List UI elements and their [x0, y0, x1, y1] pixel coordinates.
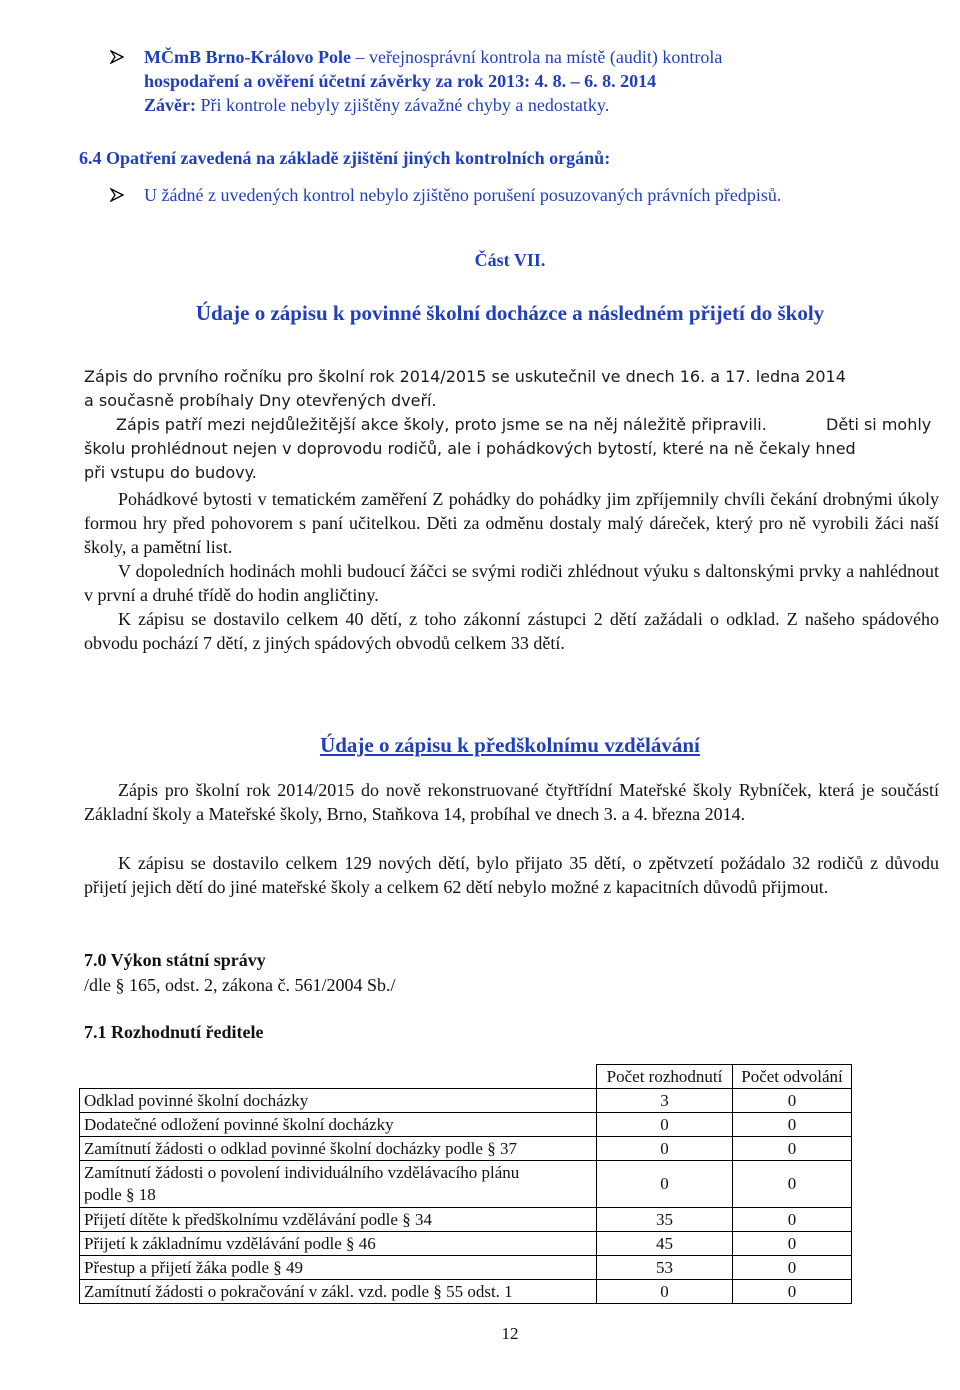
school-enrollment-paragraph-4: K zápisu se dostavilo celkem 40 dětí, z toho zákonní zástupci 2 dětí zažádali o odklad. Z našeho spádového obvodu pochází 7 dětí, z jiných spádových obvodů celkem 33 dětí.	[84, 609, 939, 653]
arrow-bullet-icon	[110, 188, 124, 202]
row-decisions: 45	[597, 1232, 733, 1256]
table-row	[80, 1161, 852, 1208]
school-text-line	[90, 413, 944, 437]
section-7-1-title: 7.1 Rozhodnutí ředitele	[84, 1022, 264, 1042]
row-appeals: 0	[733, 1256, 852, 1280]
row-appeals: 0	[733, 1137, 852, 1161]
school-text-sentence-b: Děti si mohly	[826, 413, 946, 437]
row-label: Přestup a přijetí žáka podle § 49	[80, 1256, 597, 1280]
page-number: 12	[501, 1324, 519, 1343]
preschool-paragraph-2: K zápisu se dostavilo celkem 129 nových dětí, bylo přijato 35 dětí, o zpětvzetí požádalo 32 rodičů z důvodu přijetí jejich dětí do jiné mateřské školy a celkem 62 dětí nebylo možné z kapacitních důvodů přijmout.	[84, 853, 939, 897]
table-header-row	[80, 1065, 852, 1089]
table-row	[80, 1113, 852, 1137]
row-decisions: 0	[597, 1137, 733, 1161]
section-7-0-reference: /dle § 165, odst. 2, zákona č. 561/2004 Sb./	[84, 975, 396, 995]
audit-conclusion: Při kontrole nebyly zjištěny závažné chyby a nedostatky.	[200, 95, 610, 115]
audit-dates: hospodaření a ověření účetní závěrky za rok 2013: 4. 8. – 6. 8. 2014	[144, 71, 657, 91]
row-appeals: 0	[733, 1208, 852, 1232]
school-text-line: při vstupu do budovy.	[84, 463, 257, 482]
row-label: Zamítnutí žádosti o odklad povinné školní docházky podle § 37	[80, 1137, 597, 1161]
row-label: Dodatečné odložení povinné školní docházky	[80, 1113, 597, 1137]
part-title: Část VII.	[474, 250, 546, 270]
row-decisions: 35	[597, 1208, 733, 1232]
heading-preschool-enrollment: Údaje o zápisu k předškolnímu vzdělávání	[320, 733, 700, 757]
table-header-appeals: Počet odvolání	[733, 1065, 852, 1089]
arrow-bullet-icon	[110, 50, 124, 64]
audit-conclusion-label: Závěr:	[144, 95, 196, 115]
row-decisions: 0	[597, 1113, 733, 1137]
row-label-line: Zamítnutí žádosti o povolení individuálního vzdělávacího plánu	[84, 1163, 520, 1182]
table-row	[80, 1256, 852, 1280]
row-appeals: 0	[733, 1232, 852, 1256]
decisions-table	[79, 1064, 852, 1304]
audit-line-1	[144, 45, 939, 69]
school-text-sentence: Zápis patří mezi nejdůležitější akce školy, proto jsme se na něj náležitě připravili.	[116, 415, 767, 434]
row-appeals: 0	[733, 1280, 852, 1304]
school-enrollment-text	[84, 365, 944, 485]
row-appeals: 0	[733, 1113, 852, 1137]
audit-desc: – veřejnosprávní kontrola na místě (audit) kontrola	[355, 47, 723, 67]
row-decisions: 53	[597, 1256, 733, 1280]
school-text-line: a současně probíhaly Dny otevřených dveří.	[84, 391, 437, 410]
row-label: Přijetí k základnímu vzdělávání podle § 46	[80, 1232, 597, 1256]
row-decisions: 0	[597, 1161, 733, 1208]
table-row	[80, 1280, 852, 1304]
section-6-4-bullet: U žádné z uvedených kontrol nebylo zjištěno porušení posuzovaných právních předpisů.	[144, 185, 782, 205]
table-header-decisions: Počet rozhodnutí	[597, 1065, 733, 1089]
row-decisions: 3	[597, 1089, 733, 1113]
table-row	[80, 1137, 852, 1161]
row-appeals: 0	[733, 1089, 852, 1113]
row-label: Přijetí dítěte k předškolnímu vzdělávání podle § 34	[80, 1208, 597, 1232]
row-label	[80, 1161, 597, 1208]
table-row	[80, 1232, 852, 1256]
school-enrollment-paragraph-2: Pohádkové bytosti v tematickém zaměření Z pohádky do pohádky jim zpříjemnily chvíli čekání drobnými úkoly formou hry před pohovorem s paní učitelkou. Děti za odměnu dostaly malý dáreček, který pro ně vyrobili žáci naší školy, a pamětní list.	[84, 489, 939, 557]
row-appeals: 0	[733, 1161, 852, 1208]
school-text-line: školu prohlédnout nejen v doprovodu rodičů, ale i pohádkových bytostí, které na ně čekaly hned	[84, 439, 856, 458]
table-row	[80, 1208, 852, 1232]
school-text-line: Zápis do prvního ročníku pro školní rok 2014/2015 se uskutečnil ve dnech 16. a 17. ledna 2014	[84, 367, 846, 386]
audit-org: MČmB Brno-Královo Pole	[144, 47, 351, 67]
table-header-empty	[80, 1065, 597, 1089]
row-label-line: podle § 18	[84, 1185, 156, 1204]
row-decisions: 0	[597, 1280, 733, 1304]
row-label: Odklad povinné školní docházky	[80, 1089, 597, 1113]
school-enrollment-paragraph-3: V dopoledních hodinách mohli budoucí žáčci se svými rodiči zhlédnout výuku s daltonskými prvky a nahlédnout v první a druhé třídě do hodin angličtiny.	[84, 561, 939, 605]
audit-line-2	[144, 69, 939, 93]
preschool-paragraph-1: Zápis pro školní rok 2014/2015 do nově rekonstruované čtyřtřídní Mateřské školy Rybníček, která je součástí Základní školy a Mateřské školy, Brno, Staňkova 14, probíhal ve dnech 3. a 4. března 2014.	[84, 780, 939, 824]
heading-school-enrollment: Údaje o zápisu k povinné školní docházce a následném přijetí do školy	[195, 301, 825, 325]
section-6-4-title: 6.4 Opatření zavedená na základě zjištění jiných kontrolních orgánů:	[79, 148, 611, 168]
section-7-0-title: 7.0 Výkon státní správy	[84, 950, 266, 970]
row-label: Zamítnutí žádosti o pokračování v zákl. vzd. podle § 55 odst. 1	[80, 1280, 597, 1304]
table-row	[80, 1089, 852, 1113]
audit-line-3	[144, 93, 939, 117]
